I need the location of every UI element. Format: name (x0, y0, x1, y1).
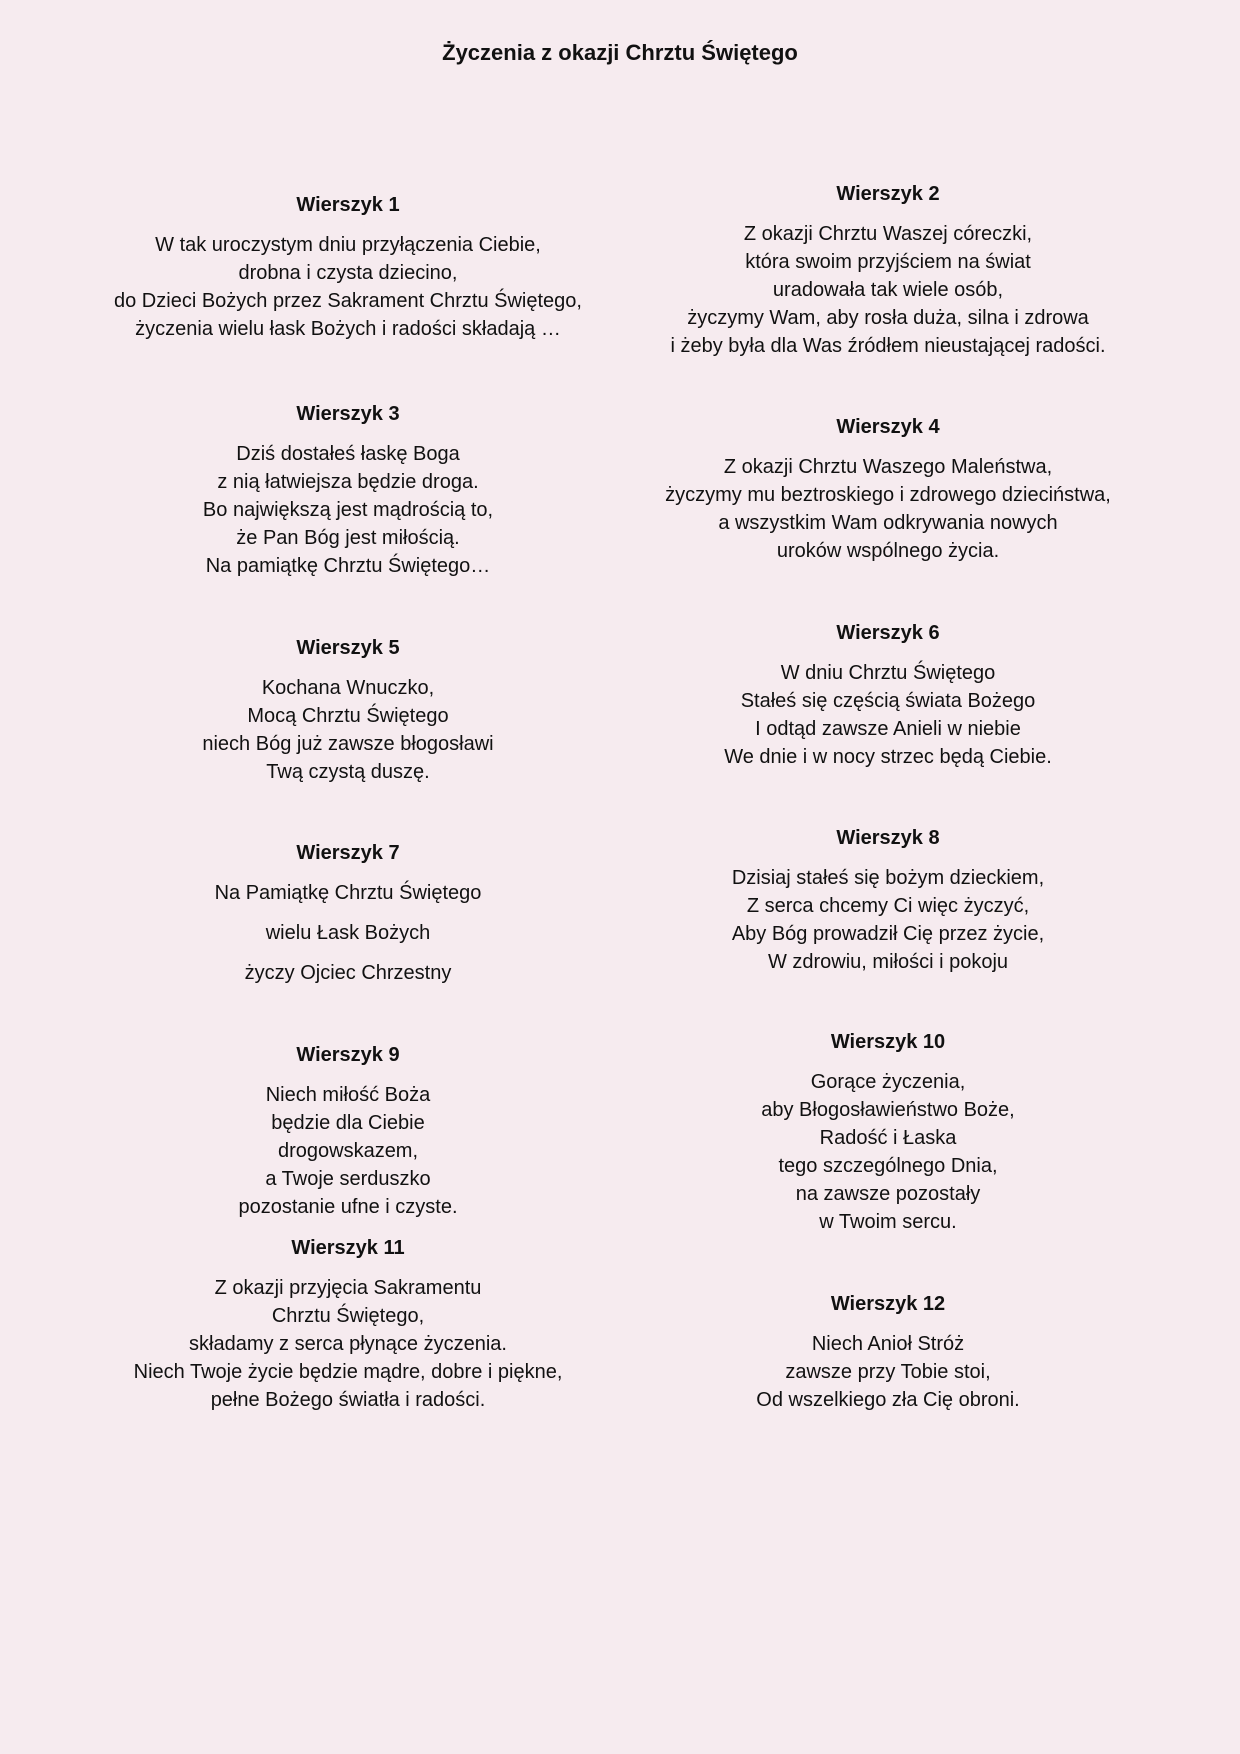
poem-line: która swoim przyjściem na świat (745, 251, 1031, 273)
poem-1 (68, 192, 628, 343)
poem-line: tego szczególnego Dnia, (778, 1155, 998, 1177)
poem-heading: Wierszyk 9 (296, 1044, 400, 1066)
poem-line: życzymy Wam, aby rosła duża, silna i zdrowa (687, 307, 1089, 329)
poem-line: wielu Łask Bożych (265, 922, 431, 944)
poem-line: zawsze przy Tobie stoi, (785, 1361, 991, 1383)
poem-line: w Twoim sercu. (819, 1211, 957, 1233)
poem-11 (68, 1235, 628, 1414)
poem-line: We dnie i w nocy strzec będą Ciebie. (724, 746, 1052, 768)
poem-line: składamy z serca płynące życzenia. (189, 1333, 507, 1355)
poem-line: Z okazji przyjęcia Sakramentu (214, 1277, 482, 1299)
poem-heading: Wierszyk 6 (836, 622, 940, 644)
poem-line: Niech Anioł Stróż (811, 1333, 965, 1355)
poem-line: Stałeś się częścią świata Bożego (740, 690, 1036, 712)
poem-line: Mocą Chrztu Świętego (247, 705, 449, 727)
poem-9 (68, 1042, 628, 1221)
poem-line: na zawsze pozostały (795, 1183, 981, 1205)
poem-line: Z serca chcemy Ci więc życzyć, (746, 895, 1030, 917)
poem-line: będzie dla Ciebie (271, 1112, 425, 1134)
poem-line: niech Bóg już zawsze błogosławi (202, 733, 494, 755)
poem-6 (608, 620, 1168, 771)
poem-3 (68, 401, 628, 580)
poem-line: Bo największą jest mądrością to, (202, 499, 494, 521)
poem-line: Niech miłość Boża (265, 1084, 431, 1106)
poem-line: życzymy mu beztroskiego i zdrowego dzieciństwa, (665, 484, 1111, 506)
poem-line: i żeby była dla Was źródłem nieustającej radości. (670, 335, 1106, 357)
poem-line: Niech Twoje życie będzie mądre, dobre i piękne, (133, 1361, 563, 1383)
poem-line: W dniu Chrztu Świętego (780, 662, 996, 684)
poem-line: I odtąd zawsze Anieli w niebie (755, 718, 1021, 740)
poem-heading: Wierszyk 4 (836, 416, 940, 438)
poem-line: Twą czystą duszę. (266, 761, 430, 783)
poem-line: aby Błogosławieństwo Boże, (761, 1099, 1015, 1121)
poem-line: W zdrowiu, miłości i pokoju (767, 951, 1009, 973)
poem-heading: Wierszyk 2 (836, 183, 940, 205)
poem-heading: Wierszyk 8 (836, 827, 940, 849)
poem-line: W tak uroczystym dniu przyłączenia Ciebie, (155, 234, 541, 256)
poem-line: Na pamiątkę Chrztu Świętego… (205, 555, 491, 577)
poem-heading: Wierszyk 10 (830, 1031, 946, 1053)
poem-line: Na Pamiątkę Chrztu Świętego (214, 882, 482, 904)
poem-heading: Wierszyk 3 (296, 403, 400, 425)
poem-line: drobna i czysta dziecino, (238, 262, 458, 284)
poem-7 (68, 840, 628, 999)
poem-heading: Wierszyk 7 (296, 842, 400, 864)
poem-2 (608, 181, 1168, 360)
poem-line: życzenia wielu łask Bożych i radości składają … (135, 318, 561, 340)
poem-line: życzy Ojciec Chrzestny (244, 962, 452, 984)
poem-line: Z okazji Chrztu Waszego Maleństwa, (723, 456, 1053, 478)
poem-line: Dzisiaj stałeś się bożym dzieckiem, (731, 867, 1045, 889)
poem-10 (608, 1029, 1168, 1236)
poem-line: drogowskazem, (277, 1140, 419, 1162)
poem-heading: Wierszyk 1 (296, 194, 400, 216)
poem-line: Od wszelkiego zła Cię obroni. (756, 1389, 1020, 1411)
poem-line: że Pan Bóg jest miłością. (236, 527, 460, 549)
poem-line: Radość i Łaska (819, 1127, 957, 1149)
page-title: Życzenia z okazji Chrztu Świętego (442, 40, 798, 65)
poem-4 (608, 414, 1168, 565)
poem-line: z nią łatwiejsza będzie droga. (217, 471, 479, 493)
poem-line: Chrztu Świętego, (271, 1305, 425, 1327)
poem-line: Kochana Wnuczko, (261, 677, 435, 699)
poem-line: a Twoje serduszko (265, 1168, 431, 1190)
poem-heading: Wierszyk 5 (296, 637, 400, 659)
poem-line: Z okazji Chrztu Waszej córeczki, (743, 223, 1033, 245)
poem-line: Aby Bóg prowadził Cię przez życie, (731, 923, 1045, 945)
poem-line: uroków wspólnego życia. (776, 540, 1000, 562)
poem-8 (608, 825, 1168, 976)
poem-line: pozostanie ufne i czyste. (238, 1196, 458, 1218)
poem-heading: Wierszyk 12 (830, 1293, 946, 1315)
poem-line: uradowała tak wiele osób, (772, 279, 1004, 301)
poem-12 (608, 1291, 1168, 1414)
poem-line: a wszystkim Wam odkrywania nowych (718, 512, 1058, 534)
poem-heading: Wierszyk 11 (291, 1237, 405, 1259)
poem-line: pełne Bożego światła i radości. (210, 1389, 486, 1411)
poem-5 (68, 635, 628, 786)
poem-line: Gorące życzenia, (810, 1071, 966, 1093)
poem-line: do Dzieci Bożych przez Sakrament Chrztu Świętego, (114, 290, 582, 312)
poem-line: Dziś dostałeś łaskę Boga (236, 443, 460, 465)
